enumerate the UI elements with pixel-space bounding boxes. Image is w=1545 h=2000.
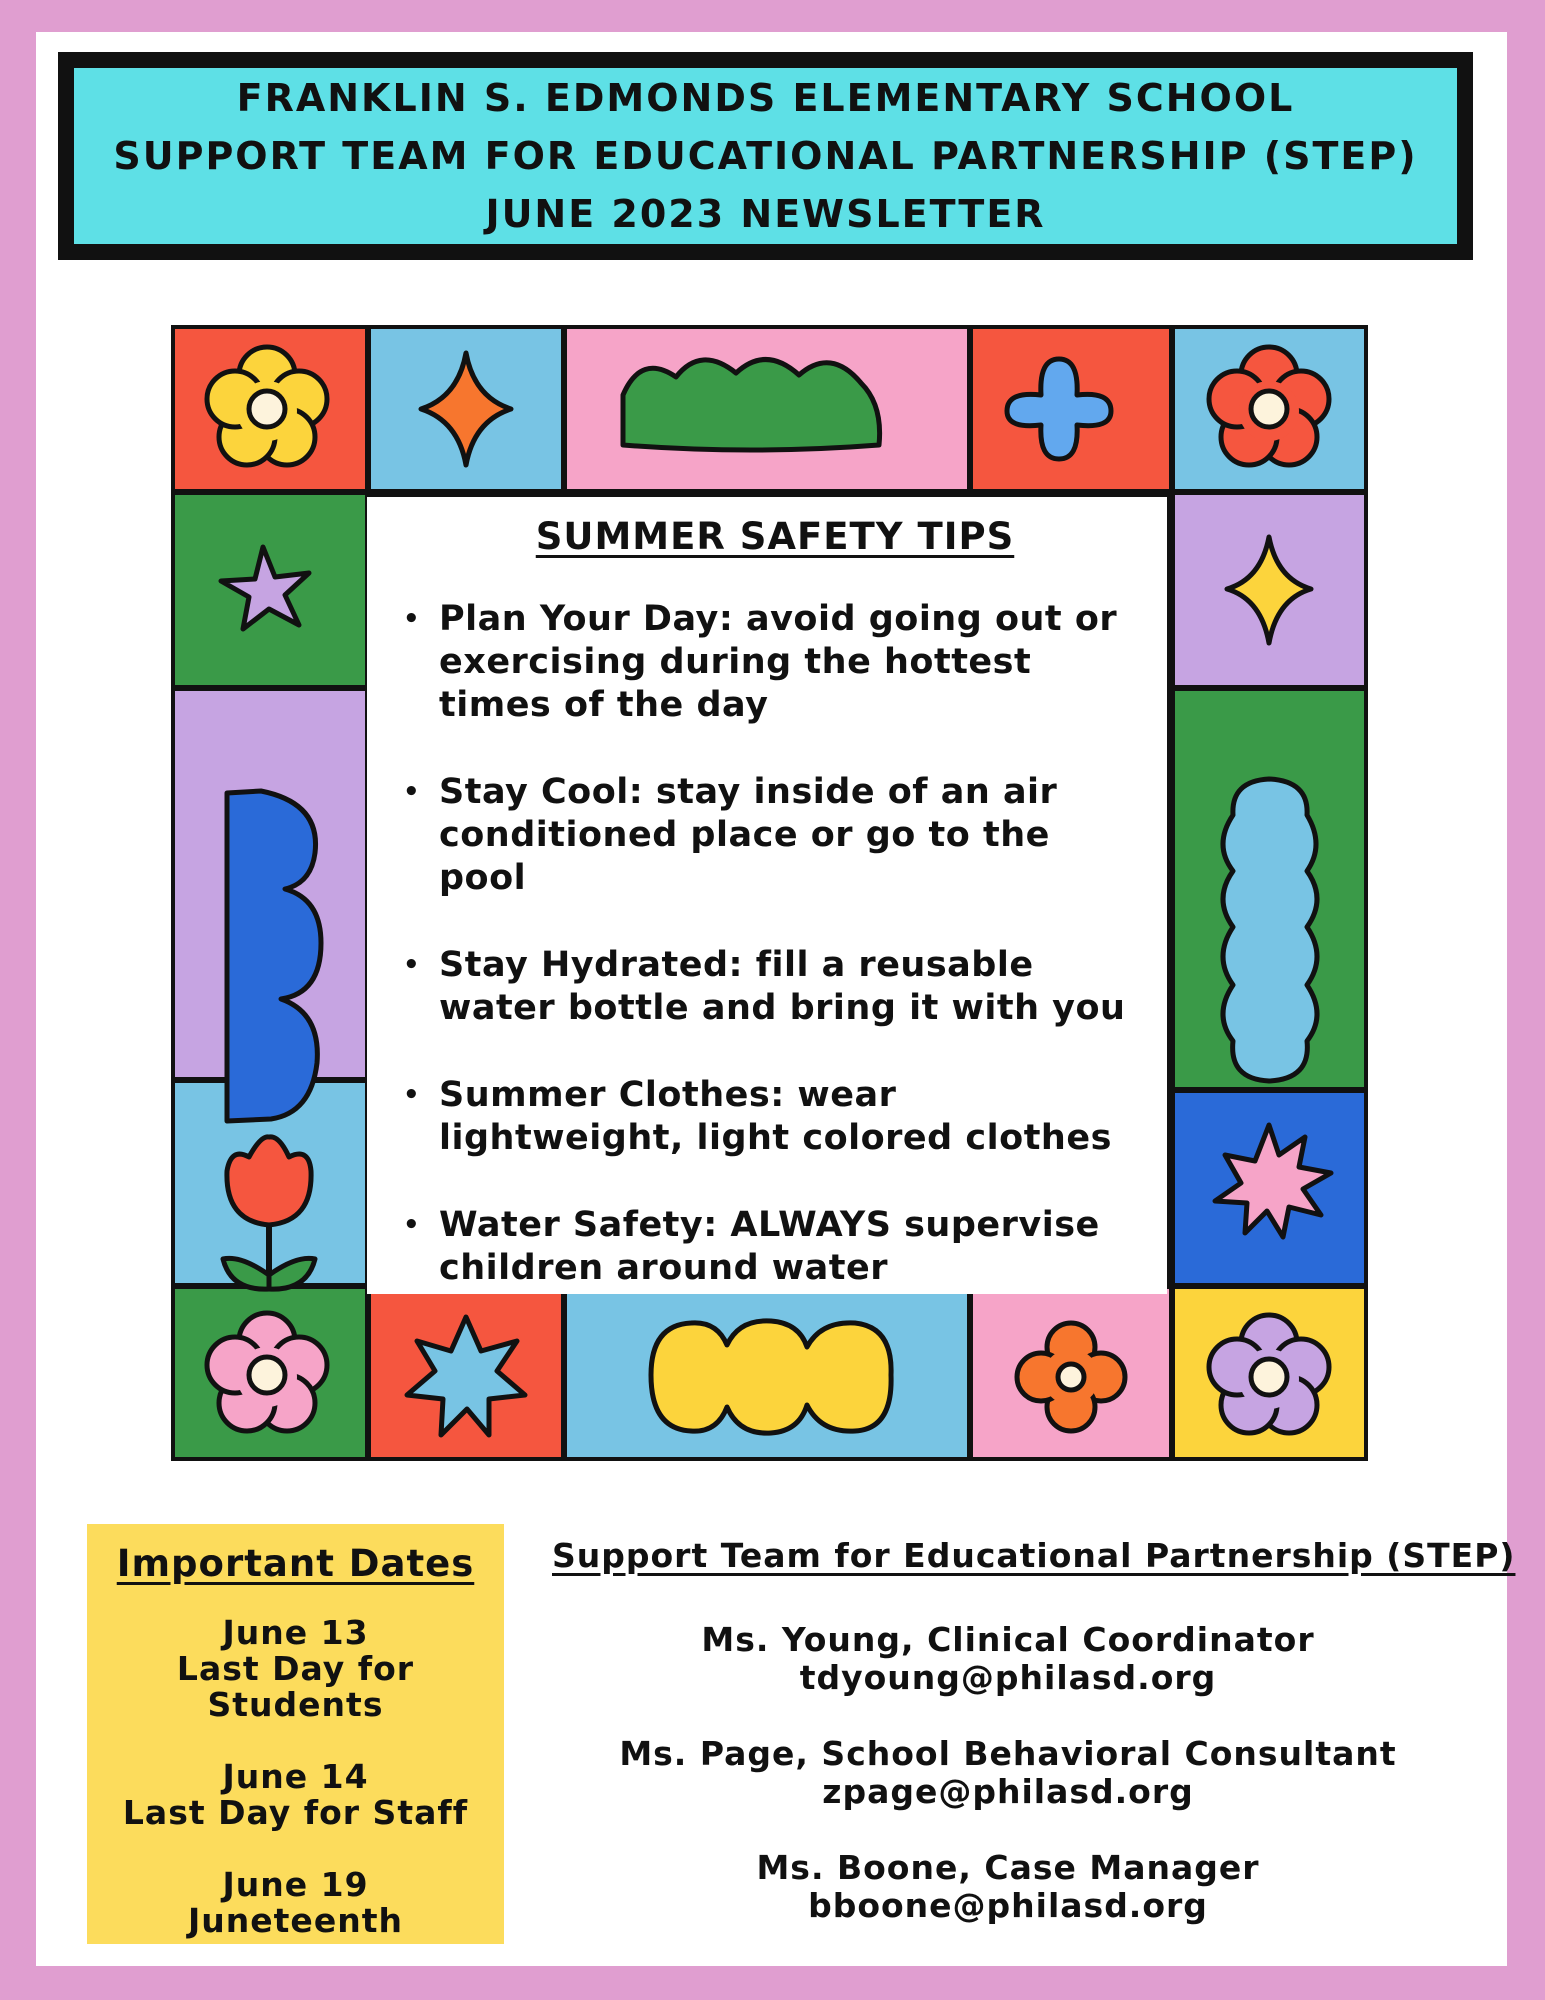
member-email[interactable]: zpage@philasd.org [822,1772,1194,1811]
team-contacts [552,1536,1516,1963]
member-email[interactable]: tdyoung@philasd.org [799,1658,1217,1697]
newsletter-page [36,32,1516,1966]
safety-tips-panel [367,497,1167,1294]
date-entry [87,1759,504,1831]
tip-item [403,771,1147,900]
bullet-icon: • [403,1080,421,1110]
tip-text: Plan Your Day: avoid going out or exercising during the hottest times of the day [439,599,1118,725]
tip-text: Stay Cool: stay inside of an air conditioned place or go to the pool [439,772,1058,898]
newsletter-title: JUNE 2023 NEWSLETTER [485,192,1046,236]
header-banner [58,52,1473,260]
date-event: Last Day for Staff [122,1793,469,1832]
cloud-column-icon [1223,779,1317,1081]
team-title: Support Team for Educational Partnership (STEP) [552,1536,1516,1575]
bullet-icon: • [403,950,421,980]
team-member [552,1849,1464,1925]
wavy-shape-icon [227,791,321,1121]
decorative-frame [171,325,1368,1461]
bullet-icon: • [403,604,421,634]
school-name: FRANKLIN S. EDMONDS ELEMENTARY SCHOOL [236,76,1295,120]
cloud-icon [651,1321,891,1433]
date-event: Juneteenth [188,1901,403,1940]
header-inner [74,68,1457,244]
member-role: Ms. Boone, Case Manager [756,1848,1260,1887]
date-entry [87,1867,504,1939]
date-value: June 14 [222,1757,369,1796]
date-value: June 13 [222,1613,369,1652]
tulip-icon [223,1137,315,1289]
tip-text: Summer Clothes: wear lightweight, light colored clothes [439,1075,1112,1158]
dates-title: Important Dates [116,1542,475,1585]
tip-item [403,1074,1147,1160]
member-role: Ms. Young, Clinical Coordinator [701,1620,1315,1659]
date-value: June 19 [222,1865,369,1904]
member-role: Ms. Page, School Behavioral Consultant [619,1734,1397,1773]
tips-title: SUMMER SAFETY TIPS [535,515,1015,558]
team-member [552,1621,1464,1697]
tip-item [403,1204,1147,1290]
important-dates-box [87,1524,504,1944]
tip-text: Water Safety: ALWAYS supervise children around water [439,1205,1100,1288]
bush-icon [623,359,880,450]
tip-item [403,944,1147,1030]
bullet-icon: • [403,1210,421,1240]
tip-item [403,598,1147,727]
team-name: SUPPORT TEAM FOR EDUCATIONAL PARTNERSHIP (STEP) [113,134,1418,178]
member-email[interactable]: bboone@philasd.org [808,1886,1208,1925]
team-member [552,1735,1464,1811]
tip-text: Stay Hydrated: fill a reusable water bottle and bring it with you [439,945,1126,1028]
date-entry [87,1615,504,1723]
date-event: Last Day for Students [176,1649,415,1724]
bullet-icon: • [403,777,421,807]
